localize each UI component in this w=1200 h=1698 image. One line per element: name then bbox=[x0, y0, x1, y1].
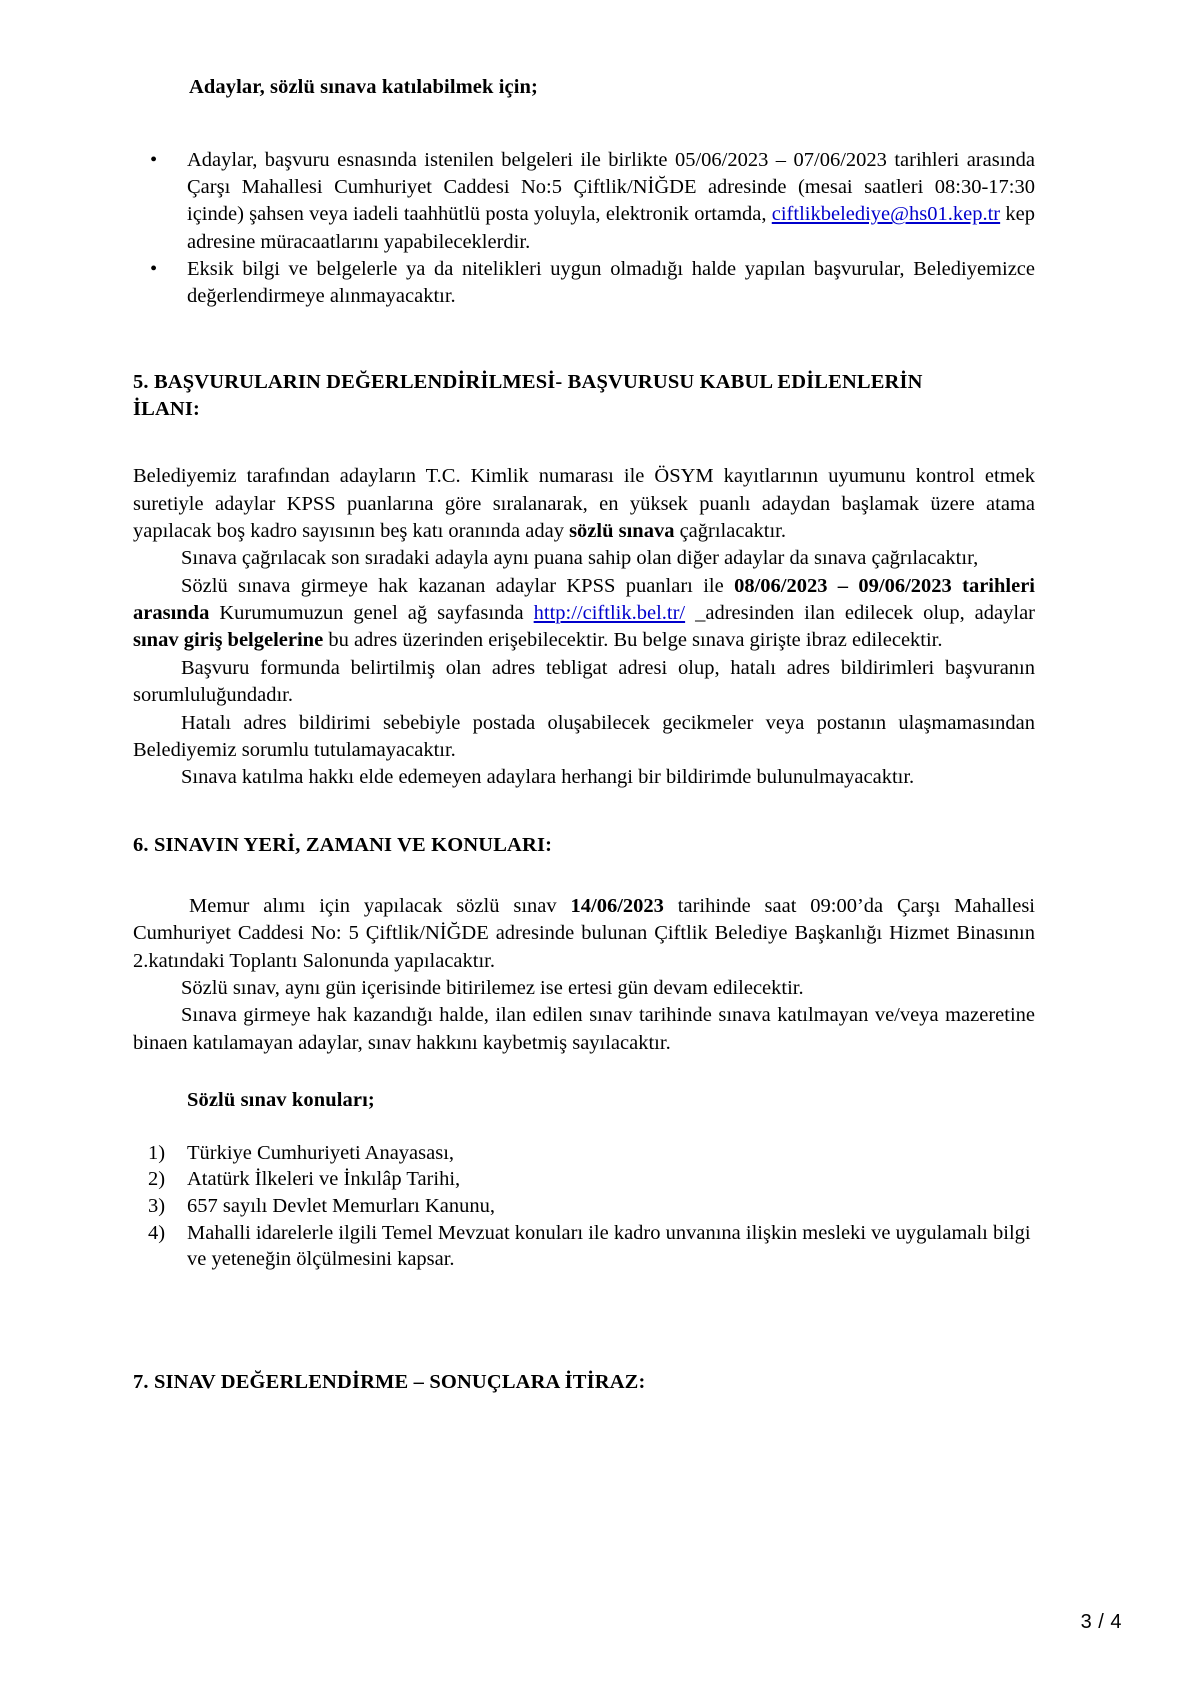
s5-p3-part2: Kurumumuzun genel ağ sayfasında bbox=[209, 602, 534, 625]
topic-number: 3) bbox=[148, 1194, 166, 1217]
topic-label: Türkiye Cumhuriyeti Anayasası, bbox=[187, 1141, 455, 1164]
topics-heading: Sözlü sınav konuları; bbox=[187, 1089, 375, 1112]
bullet-text-after-link: kep adresine müracaatlarını yapabileceklerdir. bbox=[187, 203, 1036, 253]
section-6-paragraph-1 bbox=[133, 893, 1035, 975]
bullet-icon: • bbox=[150, 258, 158, 281]
topic-label: Atatürk İlkeleri ve İnkılâp Tarihi, bbox=[187, 1168, 461, 1191]
section-5-heading-line2: İLANI: bbox=[133, 398, 200, 421]
list-item bbox=[133, 1220, 1035, 1273]
section-6-paragraph-3: Sınava girmeye hak kazandığı halde, ilan edilen sınav tarihinde sınava katılmayan ve/veya mazeretine binaen katılamayan adaylar, sınav hakkını kaybetmiş sayılacaktır. bbox=[133, 1004, 1035, 1054]
section-5-heading: 5. BAŞVURULARIN DEĞERLENDİRİLMESİ- BAŞVURUSU KABUL EDİLENLERİN bbox=[133, 370, 923, 393]
kep-email-link[interactable]: ciftlikbelediye@hs01.kep.tr bbox=[771, 203, 1001, 226]
list-item bbox=[133, 256, 1035, 311]
topic-label: Mahalli idarelerle ilgili Temel Mevzuat konuları ile kadro unvanına ilişkin mesleki ve uygulamalı bilgi ve yeteneğin ölçülmesini kapsar. bbox=[187, 1221, 1031, 1271]
bullet-text: Eksik bilgi ve belgelerle ya da nitelikleri uygun olmadığı halde yapılan başvurular, Belediyemizce değerlendirmeye alınmayacaktır. bbox=[187, 258, 1035, 308]
section-6-heading: 6. SINAVIN YERİ, ZAMANI VE KONULARI: bbox=[133, 833, 553, 856]
s5-p1-part1: Belediyemiz tarafından adayların T.C. Kimlik numarası ile ÖSYM kayıtlarının uyumunu kontrol etmek suretiyle adaylar KPSS puanlarına göre sıralanarak, en yüksek puanlı adaydan başlamak üzere atama yapılacak boş kadro sayısının beş katı oranında aday bbox=[133, 465, 1035, 543]
section-6-paragraph-2: Sözlü sınav, aynı gün içerisinde bitirilemez ise ertesi gün devam edilecektir. bbox=[181, 976, 804, 999]
section-5-paragraph-6: Sınava katılma hakkı elde edemeyen adaylara herhangi bir bildirimde bulunulmayacaktır. bbox=[181, 766, 915, 789]
ciftlik-website-link[interactable]: http://ciftlik.bel.tr/ bbox=[533, 602, 686, 625]
section-7-heading: 7. SINAV DEĞERLENDİRME – SONUÇLARA İTİRAZ: bbox=[133, 1370, 646, 1393]
application-bullet-list bbox=[133, 147, 1035, 311]
bullet-icon: • bbox=[150, 148, 158, 171]
s5-p3-bold-sinav-giris: sınav giriş belgelerine bbox=[133, 629, 324, 652]
s6-p1-part2: tarihinde saat 09:00’da Çarşı Mahallesi Cumhuriyet Caddesi No: 5 Çiftlik/NİĞDE adresinde bulunan Çiftlik Belediye Başkanlığı Hizmet Binasının 2.katındaki Toplantı Salonunda yapılacaktır. bbox=[133, 894, 1035, 972]
page-number: 3 / 4 bbox=[1080, 1611, 1122, 1633]
topic-number: 1) bbox=[148, 1141, 166, 1164]
page-content bbox=[133, 0, 1035, 1396]
topic-number: 2) bbox=[148, 1168, 166, 1191]
s5-p3-bold-dates: 08/06/2023 – 09/06/2023 tarihleri arasında bbox=[133, 574, 1035, 625]
s5-p3-part1: Sözlü sınava girmeye hak kazanan adaylar KPSS puanları ile bbox=[181, 574, 735, 597]
s5-p1-part2: çağrılacaktır. bbox=[674, 520, 787, 543]
s6-p1-part1: Memur alımı için yapılacak sözlü sınav bbox=[189, 894, 571, 917]
list-item bbox=[133, 1140, 1035, 1167]
topic-number: 4) bbox=[148, 1221, 166, 1244]
section-5-paragraph-4: Başvuru formunda belirtilmiş olan adres tebligat adresi olup, hatalı adres bildirimleri başvuranın sorumluluğundadır. bbox=[133, 656, 1035, 707]
list-item bbox=[133, 1166, 1035, 1193]
section-5-paragraph-1 bbox=[133, 463, 1035, 545]
s6-p1-bold-exam-date: 14/06/2023 bbox=[570, 894, 664, 917]
s5-p3-part3: _adresinden ilan edilecek olup, adaylar bbox=[685, 602, 1036, 625]
list-item bbox=[133, 1193, 1035, 1220]
list-item bbox=[133, 147, 1035, 256]
intro-heading: Adaylar, sözlü sınava katılabilmek için; bbox=[189, 76, 538, 98]
exam-topics-list bbox=[133, 1140, 1035, 1273]
s5-p3-part4: bu adres üzerinden erişebilecektir. Bu belge sınava girişte ibraz edilecektir. bbox=[323, 629, 943, 652]
section-5-paragraph-5: Hatalı adres bildirimi sebebiyle postada oluşabilecek gecikmeler veya postanın ulaşmamasından Belediyemiz sorumlu tutulamayacaktır. bbox=[133, 711, 1035, 761]
s5-p1-bold-sozlu-sinava: sözlü sınava bbox=[569, 520, 675, 543]
section-5-paragraph-3 bbox=[133, 573, 1035, 655]
section-5-paragraph-2: Sınava çağrılacak son sıradaki adayla aynı puana sahip olan diğer adaylar da sınava çağrılacaktır, bbox=[181, 547, 979, 570]
bullet-text-before-link: Adaylar, başvuru esnasında istenilen belgeleri ile birlikte 05/06/2023 – 07/06/2023 tarihleri arasında Çarşı Mahallesi Cumhuriyet Caddesi No:5 Çiftlik/NİĞDE adresinde (mesai saatleri 08:30-17:30 içinde) şahsen veya iadeli taahhütlü posta yoluyla, elektronik ortamda, bbox=[187, 148, 1035, 226]
topic-label: 657 sayılı Devlet Memurları Kanunu, bbox=[187, 1194, 496, 1217]
